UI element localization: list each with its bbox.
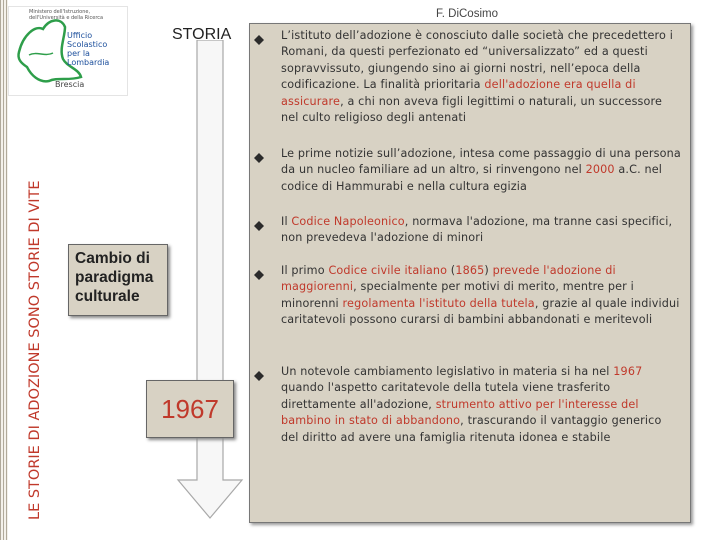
bullet-text: [281, 146, 682, 195]
text-run: , normava l'adozione, ma tranne casi specifici, non prevedeva l'adozione di minori: [281, 215, 673, 245]
highlighted-text: 2000: [585, 163, 615, 177]
section-label: STORIA: [172, 26, 232, 43]
bullet-item: [254, 146, 682, 195]
year-box: 1967: [146, 380, 234, 438]
bullet-item: [254, 263, 682, 329]
diamond-bullet-icon: [254, 216, 264, 226]
text-run: , grazie al quale individui caritatevoli possono curarsi di bambini abbandonati e meritevoli: [281, 296, 680, 327]
diamond-bullet-icon: [254, 30, 264, 40]
logo-line-4: Lombardia: [67, 58, 110, 67]
text-run: Il: [281, 215, 292, 228]
bullet-text: [281, 28, 682, 126]
text-run: a.C. nel codice di Hammurabi e nella cultura egizia: [281, 163, 663, 193]
bullet-item: [254, 28, 682, 126]
timeline-arrow: [170, 40, 250, 520]
decorative-stripe: [0, 0, 8, 540]
paradigm-text: Cambio di paradigma culturale: [75, 250, 154, 305]
history-panel: [249, 23, 691, 523]
text-run: Le prime notizie sull’adozione, intesa come passaggio di una persona da un nucleo familiare ad un altro, si rinvengono nel: [281, 147, 681, 177]
text-run: , a chi non aveva figli legittimi o naturali, un successore nel culto religioso degli antenati: [281, 94, 663, 125]
bullet-text: [281, 263, 682, 329]
highlighted-text: Codice civile italiano: [328, 264, 448, 277]
text-run: L’istituto dell’adozione è conosciuto dalle società che precedettero i Romani, da questi perfezionato ed “universalizzato” ed a questi sopravvissuto, giungendo sino ai giorni nostri, nell’epoca della codificazione. La finalità prioritaria: [281, 29, 674, 92]
logo-line-3: per la: [67, 49, 90, 58]
vertical-title: LE STORIE DI ADOZIONE SONO STORIE DI VITE: [27, 180, 43, 520]
highlighted-text: regolamenta l'istituto della tutela: [342, 296, 535, 310]
logo-line-1: Ufficio: [67, 31, 93, 40]
highlighted-text: 1967: [613, 365, 643, 378]
text-run: Un notevole cambiamento legislativo in materia si ha nel: [281, 365, 614, 378]
ministry-logo: [8, 6, 128, 96]
highlighted-text: 1865: [455, 264, 485, 277]
logo-line-2: Scolastico: [67, 40, 108, 49]
author-label: F. DiCosimo: [436, 8, 498, 20]
diamond-bullet-icon: [254, 366, 264, 376]
logo-ministry-text: Ministero dell'Istruzione, dell'Università e della Ricerca: [29, 9, 104, 21]
highlighted-text: Codice Napoleonico: [291, 215, 405, 228]
diamond-bullet-icon: [254, 265, 264, 275]
diamond-bullet-icon: [254, 148, 264, 158]
bullet-item: [254, 214, 682, 247]
bullet-item: [254, 364, 682, 446]
logo-city: Brescia: [55, 80, 85, 89]
bullet-text: [281, 214, 682, 247]
text-run: ): [484, 264, 493, 277]
text-run: , trascurando il vantaggio generico del diritto ad avere una famiglia ritenuta idonea e stabile: [281, 414, 662, 444]
highlighted-text: strumento attivo per l'interesse del bambino in stato di abbandono: [281, 397, 639, 428]
bullet-text: [281, 364, 682, 446]
text-run: (: [447, 264, 456, 277]
text-run: , specialmente per motivi di merito, mentre per i minorenni: [281, 280, 634, 310]
text-run: Il primo: [281, 264, 329, 277]
paradigm-box: [68, 244, 168, 316]
logo-office-text: [67, 31, 123, 67]
highlighted-text: dell'adozione era quella di assicurare: [281, 78, 636, 108]
text-run: quando l'aspetto caritatevole della tutela viene trasferito direttamente all'adozione,: [281, 381, 611, 411]
highlighted-text: prevede l'adozione di maggiorenni: [281, 264, 616, 294]
